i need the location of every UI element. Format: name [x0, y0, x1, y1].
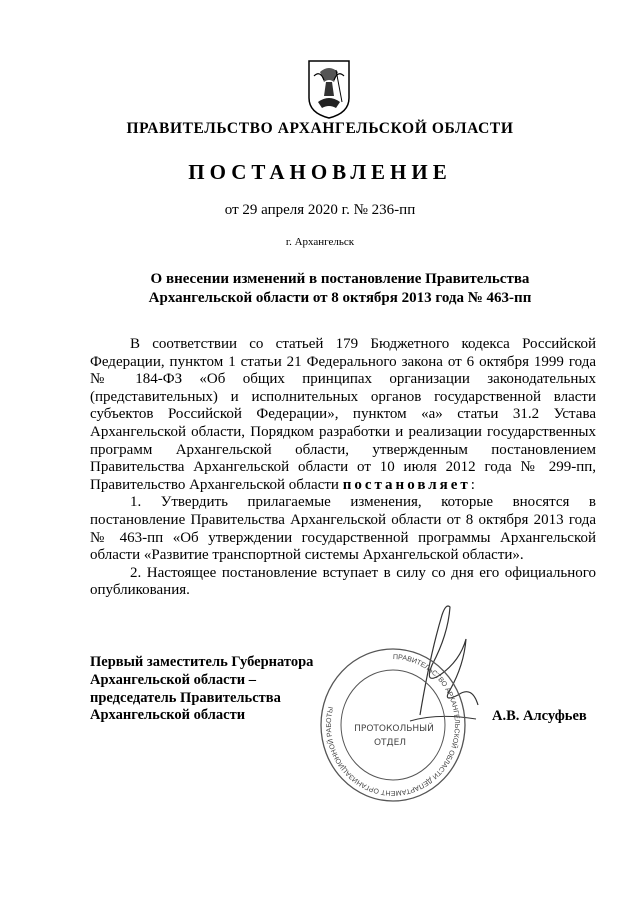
resolves-word: постановляет: [342, 476, 471, 493]
document-date-number: от 29 апреля 2020 г. № 236-пп: [224, 202, 416, 218]
resolves-colon: :: [470, 476, 475, 493]
subject-line-2: Архангельской области от 8 октября 2013 года № 463-пп: [148, 290, 532, 306]
document-body: [90, 336, 596, 600]
signer-title: [90, 654, 370, 725]
signer-title-line: Первый заместитель Губернатора: [90, 654, 314, 670]
stamp-center-line-1: ПРОТОКОЛЬНЫЙ: [354, 724, 434, 734]
clause-2: 2. Настоящее постановление вступает в силу со дня его официального опубликования.: [90, 564, 596, 599]
organization-title: ПРАВИТЕЛЬСТВО АРХАНГЕЛЬСКОЙ ОБЛАСТИ: [126, 120, 514, 137]
stamp-center-line-2: ОТДЕЛ: [373, 738, 407, 748]
signer-title-line: Архангельской области –: [90, 671, 256, 688]
stamp-ring-text: ПРАВИТЕЛЬСТВО АРХАНГЕЛЬСКОЙ ОБЛАСТИ ДЕПАРТАМЕНТ ОРГАНИЗАЦИОННОЙ РАБОТЫ: [325, 653, 460, 797]
preamble-paragraph: [90, 336, 596, 494]
archangel-emblem-icon: [306, 58, 352, 120]
subject-line-1: О внесении изменений в постановление Правительства: [150, 271, 530, 287]
document-subject: [90, 270, 590, 308]
clause-1: 1. Утвердить прилагаемые изменения, которые вносятся в постановление Правительства Архангельской области от 8 октября 2013 года № 463-пп «Об утверждении государственной программы Архангельской области «Развитие транспортной системы Архангельской области».: [90, 494, 596, 564]
signer-title-line: председатель Правительства: [90, 689, 281, 706]
signer-title-line: Архангельской области: [90, 707, 246, 724]
document-type: ПОСТАНОВЛЕНИЕ: [188, 160, 452, 184]
document-city: г. Архангельск: [285, 236, 355, 248]
signer-name: А.В. Алсуфьев: [492, 708, 587, 724]
preamble-text: В соответствии со статьей 179 Бюджетного кодекса Российской Федерации, пунктом 1 статьи 21 Федерального закона от 6 октября 1999 года № 184-ФЗ «Об общих принципах организации законодательных (представительных) и исполнительных органов государственной власти субъектов Российской Федерации», пунктом «а» статьи 31.2 Устава Архангельской области, Порядком разработки и реализации государственных программ Архангельской области, утвержденным постановлением Правительства Архангельской области от 10 июля 2012 года № 299-пп, Правительство Архангельской области: [90, 336, 596, 493]
coat-of-arms-emblem: [306, 58, 352, 120]
